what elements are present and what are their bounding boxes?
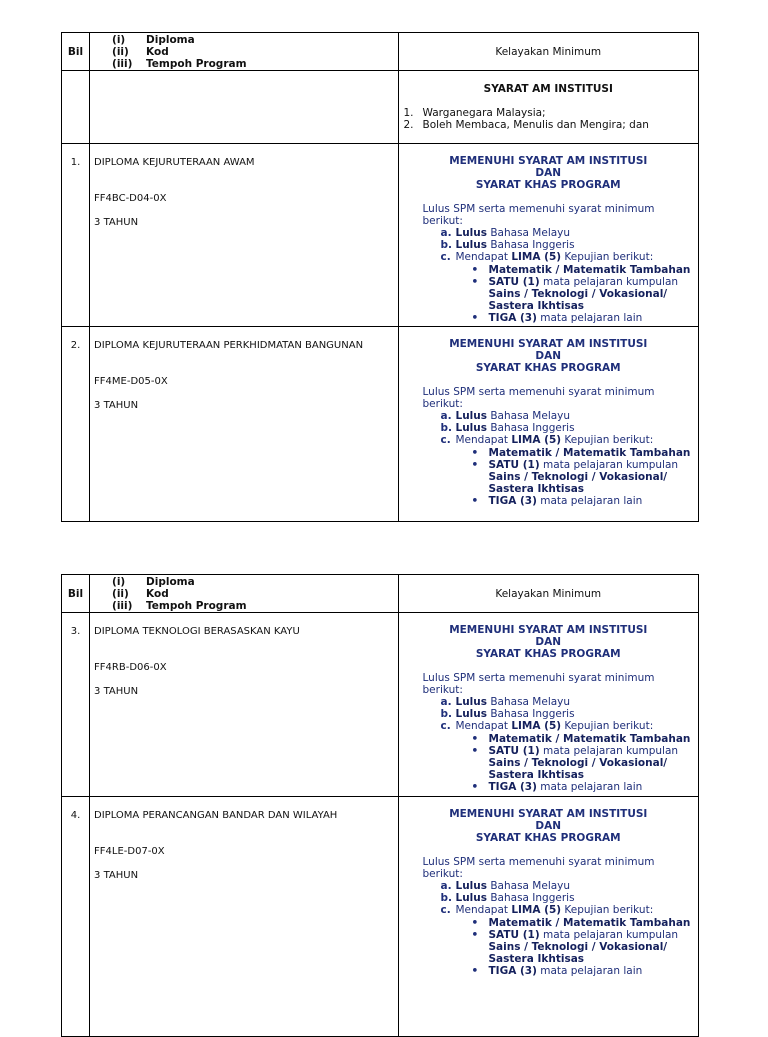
req-bold: Matematik / Matematik Tambahan bbox=[488, 263, 691, 276]
program-requirements bbox=[398, 613, 699, 797]
header-kelayakan: Kelayakan Minimum bbox=[398, 575, 699, 613]
req-bold: LIMA (5) bbox=[511, 720, 562, 733]
header-num: (iii) bbox=[112, 58, 133, 70]
req-heading-2: DAN bbox=[535, 350, 562, 363]
program-name: DIPLOMA KEJURUTERAAN AWAM bbox=[94, 157, 255, 168]
req-text: Bahasa Inggeris bbox=[487, 422, 575, 435]
req-heading-2: DAN bbox=[535, 820, 562, 833]
req-heading-3: SYARAT KHAS PROGRAM bbox=[475, 648, 621, 661]
req-bold: Lulus bbox=[455, 880, 487, 893]
req-bold: Lulus bbox=[455, 708, 487, 721]
req-bold: Sastera Ikhtisas bbox=[488, 483, 585, 496]
req-bold: Sastera Ikhtisas bbox=[488, 300, 585, 313]
program-duration: 3 TAHUN bbox=[94, 400, 139, 411]
program-number: 3. bbox=[62, 613, 90, 797]
header-num: (iii) bbox=[112, 600, 133, 612]
program-row bbox=[62, 613, 699, 797]
list-item bbox=[472, 447, 699, 459]
req-bold: Lulus bbox=[455, 696, 487, 709]
list-number: 2. bbox=[403, 119, 414, 131]
list-item bbox=[472, 733, 699, 745]
bullet-icon: • bbox=[471, 312, 479, 325]
program-number: 1. bbox=[62, 144, 90, 327]
bullet-icon: • bbox=[471, 275, 479, 288]
req-alpha-list bbox=[399, 880, 699, 917]
list-item bbox=[441, 892, 699, 904]
req-text: Bahasa Inggeris bbox=[487, 708, 575, 721]
req-bold: Matematik / Matematik Tambahan bbox=[488, 732, 691, 745]
req-text: mata pelajaran lain bbox=[536, 312, 643, 325]
list-item bbox=[399, 119, 699, 131]
bullet-icon: • bbox=[471, 744, 479, 757]
program-code: FF4BC-D04-0X bbox=[94, 193, 167, 204]
req-bold: TIGA (3) bbox=[488, 312, 537, 325]
list-item bbox=[441, 880, 699, 892]
req-bold: LIMA (5) bbox=[511, 434, 562, 447]
general-title: SYARAT AM INSTITUSI bbox=[483, 83, 613, 95]
req-bold: SATU (1) bbox=[488, 275, 540, 288]
program-duration: 3 TAHUN bbox=[94, 217, 139, 228]
list-item bbox=[472, 929, 699, 966]
list-letter: c. bbox=[440, 251, 451, 264]
bullet-icon: • bbox=[471, 446, 479, 459]
program-row bbox=[62, 144, 699, 327]
req-text: mata pelajaran kumpulan bbox=[539, 275, 679, 288]
program-code: FF4RB-D06-0X bbox=[94, 662, 167, 673]
header-num: (ii) bbox=[112, 46, 129, 58]
program-info bbox=[90, 144, 398, 327]
req-bold: SATU (1) bbox=[488, 744, 540, 757]
empty-cell bbox=[90, 71, 398, 144]
header-num: (ii) bbox=[112, 588, 129, 600]
req-text: Bahasa Inggeris bbox=[487, 892, 575, 905]
program-name: DIPLOMA PERANCANGAN BANDAR DAN WILAYAH bbox=[94, 810, 338, 821]
req-text: Mendapat bbox=[455, 904, 512, 917]
program-name: DIPLOMA KEJURUTERAAN PERKHIDMATAN BANGUNAN bbox=[94, 340, 364, 351]
list-item bbox=[472, 745, 699, 782]
req-text: mata pelajaran kumpulan bbox=[539, 928, 679, 941]
list-item bbox=[441, 904, 699, 916]
req-bold: SATU (1) bbox=[488, 458, 540, 471]
header-label: Diploma bbox=[146, 34, 195, 46]
req-text: mata pelajaran lain bbox=[536, 495, 643, 508]
list-letter: c. bbox=[440, 434, 451, 447]
list-item bbox=[399, 107, 699, 119]
program-code: FF4LE-D07-0X bbox=[94, 846, 165, 857]
req-text: Bahasa Melayu bbox=[487, 227, 571, 240]
list-item bbox=[472, 264, 699, 276]
req-alpha-list bbox=[399, 696, 699, 733]
req-bold: Sains / Teknologi / Vokasional/ bbox=[488, 757, 668, 770]
program-requirements bbox=[398, 797, 699, 1037]
list-item bbox=[441, 422, 699, 434]
req-bold: TIGA (3) bbox=[488, 495, 537, 508]
req-intro: Lulus SPM serta memenuhi syarat minimum berikut: bbox=[422, 855, 655, 880]
req-text: Kepujian berikut: bbox=[561, 720, 654, 733]
req-text: Bahasa Melayu bbox=[487, 880, 571, 893]
req-text: Mendapat bbox=[455, 720, 512, 733]
req-bold: Matematik / Matematik Tambahan bbox=[488, 916, 691, 929]
req-heading-1: MEMENUHI SYARAT AM INSTITUSI bbox=[449, 155, 648, 167]
bullet-icon: • bbox=[471, 928, 479, 941]
list-letter: b. bbox=[440, 892, 453, 905]
header-num: (i) bbox=[112, 34, 126, 46]
list-item bbox=[441, 708, 699, 720]
program-duration: 3 TAHUN bbox=[94, 686, 139, 697]
list-number: 1. bbox=[403, 107, 414, 119]
req-text: Bahasa Inggeris bbox=[487, 239, 575, 252]
list-item bbox=[472, 781, 699, 793]
list-text: Boleh Membaca, Menulis dan Mengira; dan bbox=[422, 119, 649, 131]
list-item bbox=[472, 276, 699, 313]
req-heading-1: MEMENUHI SYARAT AM INSTITUSI bbox=[449, 338, 648, 350]
list-item bbox=[472, 917, 699, 929]
program-row bbox=[62, 327, 699, 522]
list-item bbox=[441, 720, 699, 732]
req-bold: LIMA (5) bbox=[511, 904, 562, 917]
header-program bbox=[90, 575, 398, 613]
req-text: mata pelajaran lain bbox=[536, 781, 643, 794]
header-bil: Bil bbox=[62, 33, 90, 71]
req-text: Mendapat bbox=[455, 434, 512, 447]
req-bold: SATU (1) bbox=[488, 928, 540, 941]
req-bullet-list bbox=[399, 264, 699, 325]
req-text: mata pelajaran kumpulan bbox=[539, 744, 679, 757]
req-text: mata pelajaran lain bbox=[536, 965, 643, 978]
program-code: FF4ME-D05-0X bbox=[94, 376, 168, 387]
list-text: Warganegara Malaysia; bbox=[422, 107, 546, 119]
req-intro: Lulus SPM serta memenuhi syarat minimum berikut: bbox=[422, 385, 655, 410]
list-item bbox=[472, 965, 699, 977]
program-requirements bbox=[398, 144, 699, 327]
req-text: Kepujian berikut: bbox=[561, 434, 654, 447]
req-intro: Lulus SPM serta memenuhi syarat minimum berikut: bbox=[422, 671, 655, 696]
list-item bbox=[441, 410, 699, 422]
program-row bbox=[62, 797, 699, 1037]
req-text: mata pelajaran kumpulan bbox=[539, 458, 679, 471]
req-text: Bahasa Melayu bbox=[487, 410, 571, 423]
req-bold: Matematik / Matematik Tambahan bbox=[488, 446, 691, 459]
program-duration: 3 TAHUN bbox=[94, 870, 139, 881]
bullet-icon: • bbox=[471, 495, 479, 508]
header-label: Kod bbox=[146, 588, 169, 600]
program-info bbox=[90, 613, 398, 797]
req-heading-3: SYARAT KHAS PROGRAM bbox=[475, 362, 621, 375]
req-text: Kepujian berikut: bbox=[561, 251, 654, 264]
req-alpha-list bbox=[399, 410, 699, 447]
req-bold: Sastera Ikhtisas bbox=[488, 769, 585, 782]
req-heading-3: SYARAT KHAS PROGRAM bbox=[475, 832, 621, 845]
empty-cell bbox=[62, 71, 90, 144]
bullet-icon: • bbox=[471, 263, 479, 276]
req-bold: TIGA (3) bbox=[488, 781, 537, 794]
req-text: Kepujian berikut: bbox=[561, 904, 654, 917]
general-requirements-row bbox=[62, 71, 699, 144]
list-item bbox=[441, 434, 699, 446]
req-heading-1: MEMENUHI SYARAT AM INSTITUSI bbox=[449, 808, 648, 820]
req-bullet-list bbox=[399, 733, 699, 794]
header-program bbox=[90, 33, 398, 71]
list-letter: b. bbox=[440, 422, 453, 435]
list-item bbox=[441, 251, 699, 263]
req-text: Bahasa Melayu bbox=[487, 696, 571, 709]
req-bold: Sains / Teknologi / Vokasional/ bbox=[488, 471, 668, 484]
header-label: Diploma bbox=[146, 576, 195, 588]
program-table-2 bbox=[61, 574, 699, 1037]
header-label: Tempoh Program bbox=[146, 600, 247, 612]
req-intro: Lulus SPM serta memenuhi syarat minimum berikut: bbox=[422, 202, 655, 227]
list-letter: a. bbox=[440, 410, 452, 423]
bullet-icon: • bbox=[471, 916, 479, 929]
req-bold: Sastera Ikhtisas bbox=[488, 953, 585, 966]
bullet-icon: • bbox=[471, 458, 479, 471]
header-label: Kod bbox=[146, 46, 169, 58]
req-bullet-list bbox=[399, 917, 699, 978]
list-letter: a. bbox=[440, 696, 452, 709]
program-name: DIPLOMA TEKNOLOGI BERASASKAN KAYU bbox=[94, 626, 300, 637]
req-heading-2: DAN bbox=[535, 167, 562, 180]
list-letter: a. bbox=[440, 227, 452, 240]
list-item bbox=[441, 239, 699, 251]
req-bold: LIMA (5) bbox=[511, 251, 562, 264]
header-bil: Bil bbox=[62, 575, 90, 613]
req-bold: Sains / Teknologi / Vokasional/ bbox=[488, 941, 668, 954]
general-requirements bbox=[398, 71, 699, 144]
table-header-row bbox=[62, 33, 699, 71]
program-requirements bbox=[398, 327, 699, 522]
req-bold: TIGA (3) bbox=[488, 965, 537, 978]
req-bold: Lulus bbox=[455, 422, 487, 435]
list-item bbox=[441, 227, 699, 239]
list-letter: b. bbox=[440, 708, 453, 721]
req-alpha-list bbox=[399, 227, 699, 264]
list-item bbox=[472, 312, 699, 324]
list-item bbox=[472, 495, 699, 507]
list-letter: c. bbox=[440, 720, 451, 733]
program-table-1 bbox=[61, 32, 699, 522]
req-bold: Lulus bbox=[455, 892, 487, 905]
bullet-icon: • bbox=[471, 732, 479, 745]
table-header-row bbox=[62, 575, 699, 613]
header-label: Tempoh Program bbox=[146, 58, 247, 70]
list-letter: a. bbox=[440, 880, 452, 893]
req-bold: Sains / Teknologi / Vokasional/ bbox=[488, 288, 668, 301]
program-number: 4. bbox=[62, 797, 90, 1037]
req-bold: Lulus bbox=[455, 227, 487, 240]
bullet-icon: • bbox=[471, 781, 479, 794]
header-kelayakan: Kelayakan Minimum bbox=[398, 33, 699, 71]
req-heading-1: MEMENUHI SYARAT AM INSTITUSI bbox=[449, 624, 648, 636]
bullet-icon: • bbox=[471, 965, 479, 978]
req-bold: Lulus bbox=[455, 239, 487, 252]
req-bullet-list bbox=[399, 447, 699, 508]
list-item bbox=[441, 696, 699, 708]
program-number: 2. bbox=[62, 327, 90, 522]
req-bold: Lulus bbox=[455, 410, 487, 423]
program-info bbox=[90, 797, 398, 1037]
list-item bbox=[472, 459, 699, 496]
req-text: Mendapat bbox=[455, 251, 512, 264]
list-letter: b. bbox=[440, 239, 453, 252]
req-heading-2: DAN bbox=[535, 636, 562, 649]
req-heading-3: SYARAT KHAS PROGRAM bbox=[475, 179, 621, 192]
program-info bbox=[90, 327, 398, 522]
list-letter: c. bbox=[440, 904, 451, 917]
header-num: (i) bbox=[112, 576, 126, 588]
